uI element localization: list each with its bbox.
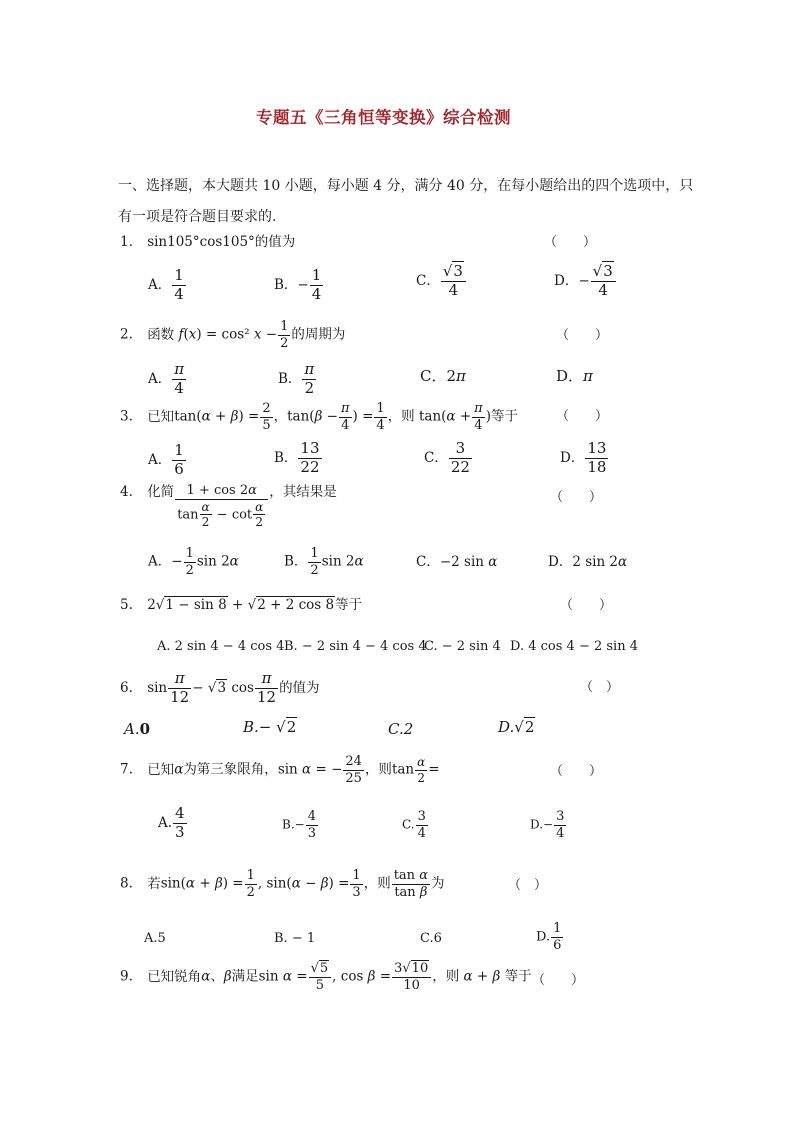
question-1-option-a: A． $\frac{1}{4}$ — [148, 266, 184, 303]
question-text: 等于 — [335, 597, 363, 613]
question-6-option-c: C.2 — [388, 720, 414, 738]
question-2-option-a: A． $\frac{\pi}{4}$ — [148, 360, 185, 397]
question-number: 1. — [120, 234, 133, 250]
question-number: 3. — [120, 408, 133, 425]
question-2-stem: 2. 函数 f(x) = cos² x − $\frac{1}{2}$ 的周期为 — [120, 319, 346, 351]
question-2-option-d: D．π — [556, 367, 593, 385]
question-text: 的周期为 — [291, 326, 346, 343]
question-8-option-b: B. − 1 — [274, 931, 316, 946]
section-intro-line-2: 有一项是符合题目要求的. — [118, 209, 277, 225]
question-4-stem: 4. 化简 1 + cos 2α tan $\frac{\alpha}{2}$ − cot $\frac{\alpha}{2}$ ，其结果是 — [120, 483, 337, 530]
question-7-stem: 7. 已知α为第三象限角，sin α = − $\frac{24}{25}$ ，则tan $\frac{\alpha}{2}$ = — [120, 754, 440, 786]
question-8-answer-paren: （ ） — [508, 878, 548, 893]
question-text: 满足 — [231, 968, 259, 985]
question-7-option-d: D.− $\frac{3}{4}$ — [530, 809, 565, 841]
question-1-stem — [120, 236, 295, 250]
question-3-answer-paren: （ ） — [556, 409, 609, 424]
question-text: 等于 — [490, 408, 518, 425]
question-text: 已知 — [147, 408, 175, 425]
question-9-stem: 9. 已知锐角α、β满足sin α = $\frac{√5}{5}$ , cos β = $\frac{3√10}{10}$ ，则 α + β 等于 — [120, 961, 532, 993]
question-5-stem — [120, 599, 362, 613]
formula: 2√1 − sin 8 + √2 + 2 cos 8 — [147, 597, 335, 613]
question-text: 已知锐角 — [147, 968, 202, 985]
question-3-option-b: B． $\frac{13}{22}$ — [274, 439, 320, 476]
question-number: 7. — [120, 761, 133, 778]
question-8-option-c: C.6 — [420, 931, 442, 946]
question-6-option-d: D.√2 — [498, 718, 535, 736]
question-number: 9. — [120, 968, 133, 985]
question-1-option-d: D．− $\frac{√3}{4}$ — [554, 264, 617, 299]
question-number: 8. — [120, 875, 133, 892]
question-7-option-b: B.− $\frac{4}{3}$ — [282, 809, 316, 841]
question-4-option-d: D．2 sin 2α — [548, 554, 628, 570]
question-3-option-d: D． $\frac{13}{18}$ — [560, 439, 607, 476]
question-4-answer-paren: （ ） — [550, 490, 603, 505]
question-5-option-d: D. 4 cos 4 − 2 sin 4 — [510, 639, 638, 654]
question-2-answer-paren: （ ） — [556, 328, 609, 343]
question-6-option-a: A.0 — [124, 720, 151, 738]
question-1-option-b: B．− $\frac{1}{4}$ — [274, 266, 322, 303]
question-text: 若 — [147, 875, 161, 892]
question-7-option-c: C. $\frac{3}{4}$ — [402, 809, 426, 841]
question-4-option-c: C．−2 sin α — [416, 554, 498, 570]
question-5-option-c: C. − 2 sin 4 — [424, 639, 501, 654]
question-number: 2. — [120, 326, 133, 343]
question-text: 为第三象限角， — [183, 761, 278, 778]
question-5-answer-paren: （ ） — [560, 598, 613, 613]
question-text: 为 — [430, 875, 445, 892]
question-3-stem: 3. 已知tan(α + β) = $\frac{2}{5}$ ，tan(β − $\frac{\pi}{4}$ ) = $\frac{1}{4}$ ，则 tan(α + $\frac{\pi}{4}$ )等于 — [120, 401, 518, 433]
question-1-answer-paren: （ ） — [544, 235, 597, 250]
question-2-option-c: C．2π — [420, 367, 466, 385]
question-6-stem — [120, 671, 320, 706]
question-8-option-d: D. $\frac{1}{6}$ — [536, 921, 562, 953]
question-6-option-b: B.− √2 — [243, 718, 297, 736]
question-text: ，其结果是 — [269, 484, 337, 500]
question-7-option-a: A. $\frac{4}{3}$ — [158, 804, 185, 841]
question-text: ，则 — [364, 761, 392, 778]
formula: f — [178, 326, 184, 343]
question-8-stem: 8. 若sin(α + β) = $\frac{1}{2}$ , sin(α − β) = $\frac{1}{3}$ ，则 $\frac{\text{tan α}}{\text{tan β}}$ 为 — [120, 868, 445, 900]
question-text: 的值为 — [279, 679, 320, 696]
question-9-answer-paren: （ ） — [532, 973, 585, 988]
question-4-option-a: A．− $\frac{1}{2}$ sin 2α — [148, 546, 239, 578]
question-5-option-a: A. 2 sin 4 − 4 cos 4 — [157, 639, 285, 654]
question-7-answer-paren: （ ） — [550, 764, 603, 779]
question-2-option-b: B． $\frac{\pi}{2}$ — [278, 360, 315, 397]
question-3-option-c: C． $\frac{3}{22}$ — [424, 439, 470, 476]
question-5-option-b: B. − 2 sin 4 − 4 cos 4 — [284, 639, 427, 654]
question-4-option-b: B． $\frac{1}{2}$ sin 2α — [284, 546, 364, 578]
page-title: 专题五《三角恒等变换》综合检测 — [256, 108, 511, 127]
question-number: 4. — [120, 484, 133, 500]
question-8-option-a: A.5 — [144, 931, 166, 946]
question-text: 等于 — [504, 968, 532, 985]
question-text: sin105°cos105°的值为 — [147, 234, 296, 250]
question-number: 5. — [120, 597, 133, 613]
question-1-option-c: C． $\frac{√3}{4}$ — [416, 264, 467, 299]
question-number: 6. — [120, 679, 133, 696]
question-3-option-a: A． $\frac{1}{6}$ — [148, 441, 184, 478]
section-intro-line-1: 一、选择题，本大题共 10 小题，每小题 4 分，满分 40 分，在每小题给出的四个选项中，只 — [118, 178, 694, 194]
question-6-answer-paren: （ ） — [580, 680, 620, 695]
formula: sin $\frac{\pi}{12}$ − √3 cos $\frac{\pi}{12}$ — [147, 669, 277, 706]
question-text: 函数 — [147, 326, 175, 343]
question-text: 化简 — [147, 484, 175, 500]
question-text: 已知 — [147, 761, 175, 778]
